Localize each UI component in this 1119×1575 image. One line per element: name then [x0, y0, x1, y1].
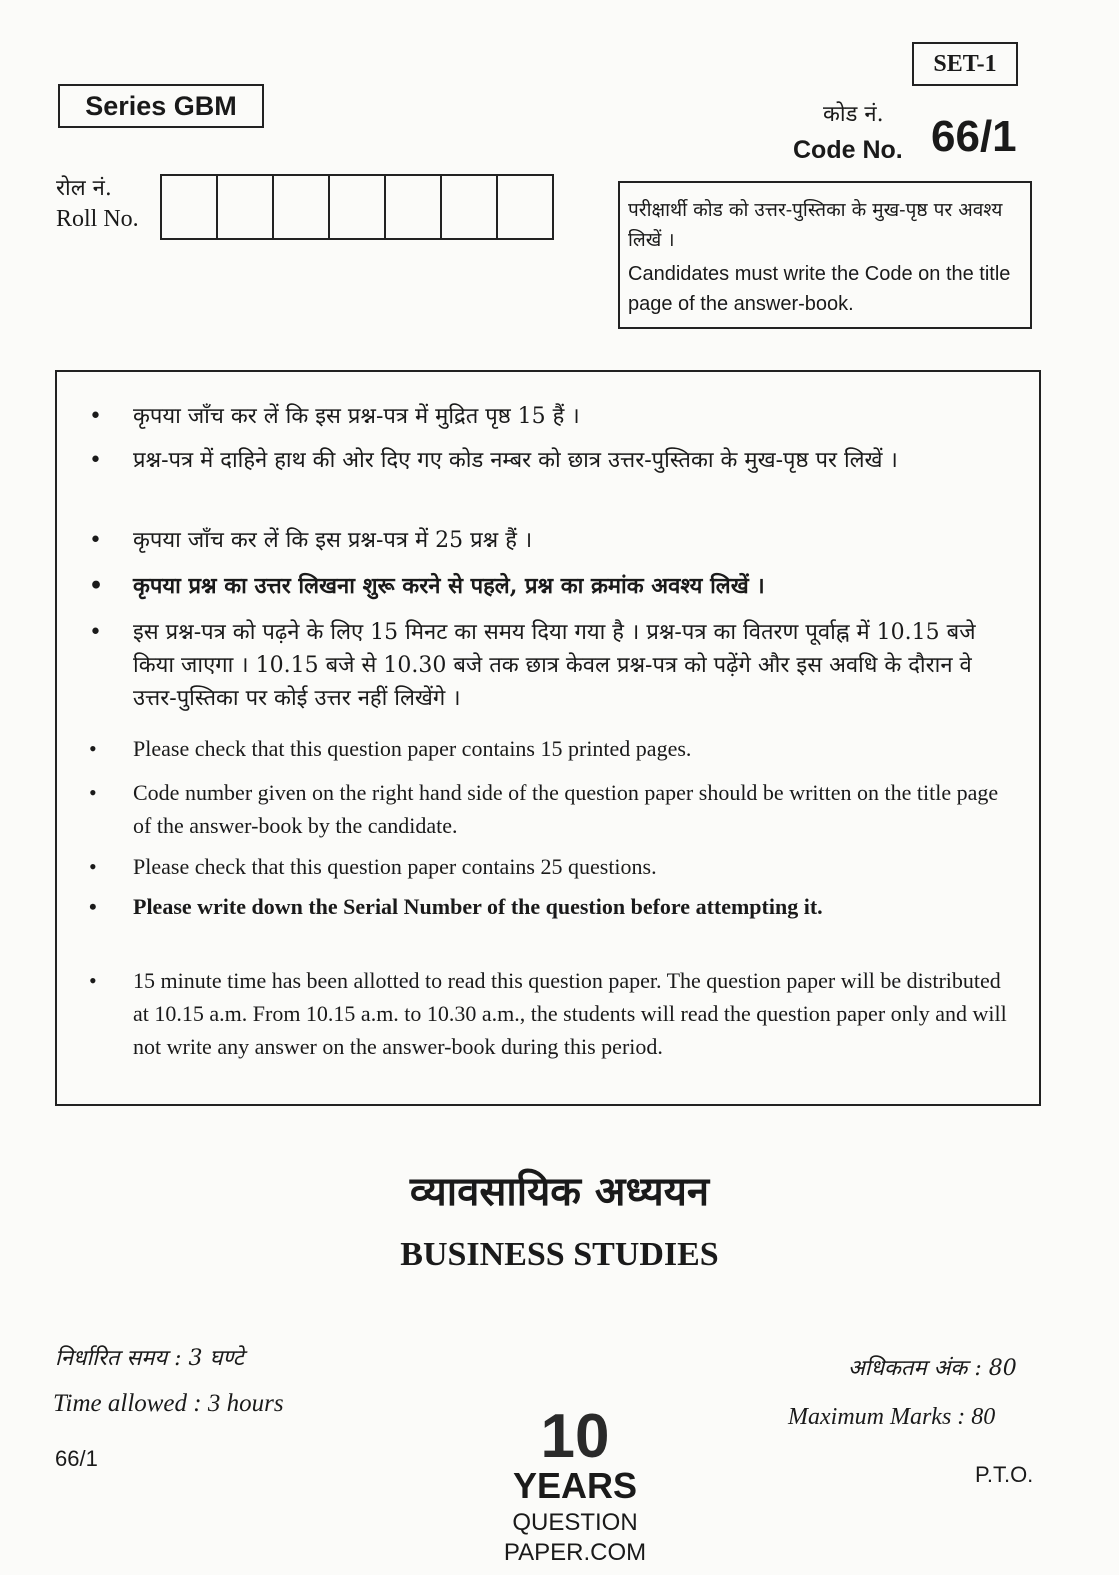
- roll-label-hindi: रोल नं.: [56, 176, 112, 201]
- roll-cell: [498, 176, 552, 238]
- instruction-text: कृपया प्रश्न का उत्तर लिखना शुरू करने से पहले, प्रश्न का क्रमांक अवश्य लिखें ।: [133, 573, 765, 599]
- set-label: SET-1: [912, 42, 1018, 86]
- time-allowed-hindi: निर्धारित समय : 3 घण्टे: [55, 1346, 244, 1371]
- instruction-text: प्रश्न-पत्र में दाहिने हाथ की ओर दिए गए कोड नम्बर को छात्र उत्तर-पुस्तिका के मुख-पृष्ठ पर लिखें ।: [133, 448, 898, 473]
- instruction-text: Please check that this question paper contains 25 questions.: [133, 854, 657, 879]
- instructions-box: [55, 370, 1041, 1106]
- roll-cell: [386, 176, 442, 238]
- instruction-text: कृपया जाँच कर लें कि इस प्रश्न-पत्र में मुद्रित पृष्ठ 15 हैं ।: [133, 404, 580, 429]
- bullet: •: [89, 620, 102, 645]
- time-allowed: Time allowed : 3 hours: [53, 1390, 284, 1417]
- roll-cell: [274, 176, 330, 238]
- instruction-text: कृपया जाँच कर लें कि इस प्रश्न-पत्र में 25 प्रश्न हैं ।: [133, 528, 533, 553]
- roll-cell: [442, 176, 498, 238]
- instruction-text: Please write down the Serial Number of the question before attempting it.: [133, 894, 823, 919]
- bullet: •: [89, 854, 97, 879]
- roll-cell: [218, 176, 274, 238]
- bullet: •: [89, 528, 102, 553]
- roll-cell: [162, 176, 218, 238]
- roll-number-boxes: [160, 174, 554, 240]
- subject-title: BUSINESS STUDIES: [400, 1236, 719, 1273]
- instruction-text: Please check that this question paper contains 15 printed pages.: [133, 736, 692, 761]
- pto-label: P.T.O.: [975, 1462, 1034, 1487]
- candidate-note-box: [618, 181, 1032, 329]
- bullet: •: [89, 404, 102, 429]
- instruction-text: इस प्रश्न-पत्र को पढ़ने के लिए 15 मिनट का समय दिया गया है । प्रश्न-पत्र का वितरण पूर्वाह्न में 10.15 बजे किया जाएगा । 10.15 बजे से 10.30 बजे तक छात्र केवल प्रश्न-पत्र को पढ़ेंगे और इस अवधि के दौरान वे उत्तर-पुस्तिका पर कोई उत्तर नहीं लिखेंगे ।: [133, 620, 976, 711]
- max-marks-hindi: अधिकतम अंक : 80: [848, 1356, 1017, 1381]
- bullet: •: [89, 780, 97, 805]
- roll-cell: [330, 176, 386, 238]
- bullet: •: [89, 736, 97, 761]
- bullet: •: [89, 894, 97, 919]
- code-label: Code No.: [793, 136, 903, 164]
- footer-code: 66/1: [55, 1446, 98, 1471]
- candidate-note-hindi: परीक्षार्थी कोड को उत्तर-पुस्तिका के मुख-पृष्ठ पर अवश्य लिखें ।: [628, 199, 1003, 251]
- code-value: 66/1: [931, 112, 1017, 161]
- bullet: •: [89, 968, 97, 993]
- watermark-number: 10: [540, 1402, 610, 1471]
- roll-label: Roll No.: [56, 206, 139, 232]
- max-marks: Maximum Marks : 80: [788, 1404, 996, 1430]
- watermark-word: YEARS: [512, 1465, 638, 1506]
- instruction-text: 15 minute time has been allotted to read this question paper. The question paper will be distributed at 10.15 a.m. From 10.15 a.m. to 10.30 a.m., the students will read the question paper only and will not write any answer on the answer-book during this period.: [133, 968, 1007, 1059]
- watermark-site: QUESTION PAPER.COM: [503, 1509, 647, 1566]
- bullet: •: [89, 573, 104, 599]
- candidate-note-english: Candidates must write the Code on the title page of the answer-book.: [628, 263, 1011, 315]
- series-label: Series GBM: [58, 84, 264, 128]
- instruction-text: Code number given on the right hand side of the question paper should be written on the title page of the answer-book by the candidate.: [133, 780, 999, 838]
- bullet: •: [89, 448, 102, 473]
- subject-title-hindi: व्यावसायिक अध्ययन: [409, 1168, 710, 1215]
- code-label-hindi: कोड नं.: [823, 102, 884, 127]
